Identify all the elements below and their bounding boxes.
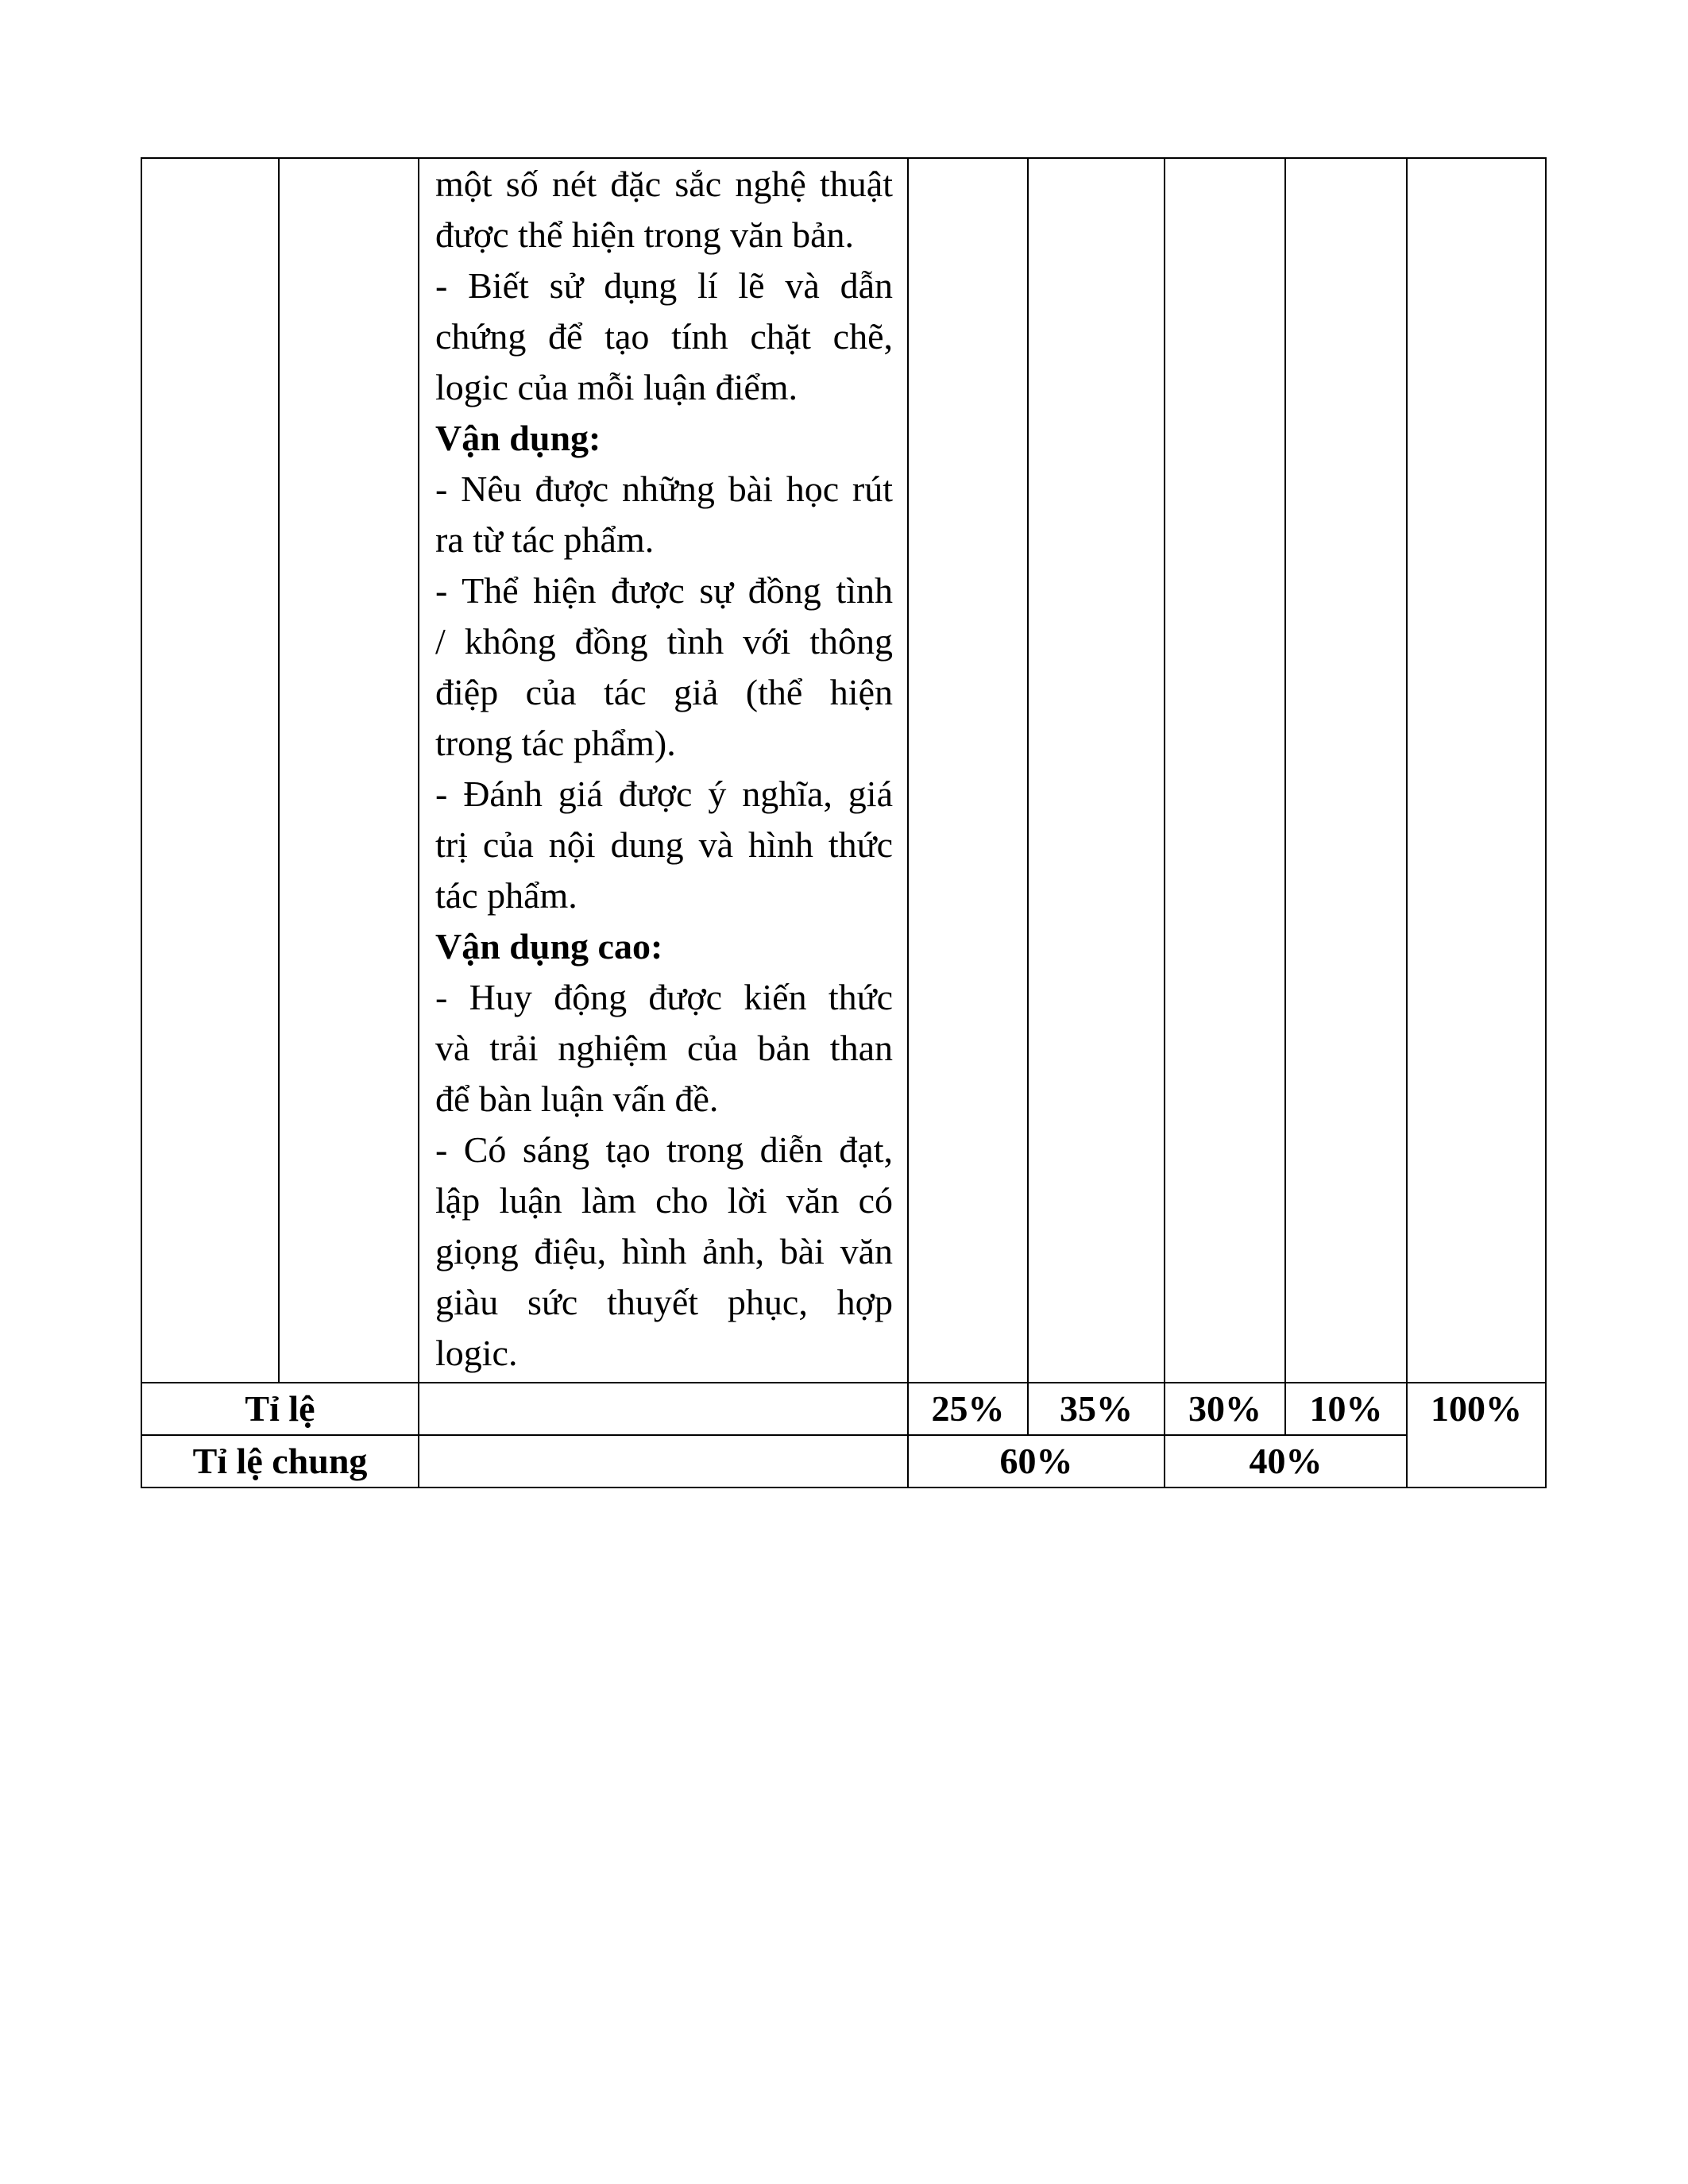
content-line: giàu sức thuyết phục, hợp: [435, 1282, 893, 1322]
content-line: - Nêu được những bài học rút: [435, 469, 893, 509]
level-4-cell: [1285, 158, 1407, 1383]
content-line: ra từ tác phẩm.: [435, 519, 655, 560]
content-line: được thể hiện trong văn bản.: [435, 214, 855, 255]
content-line: điệp của tác giả (thể hiện: [435, 672, 893, 712]
section-heading: Vận dụng cao:: [435, 926, 663, 967]
ratio-total: 100%: [1407, 1383, 1546, 1488]
ratio-value: 25%: [908, 1383, 1028, 1435]
matrix-table: [141, 157, 1547, 1488]
ratio-value: 35%: [1028, 1383, 1165, 1435]
requirements-cell: [419, 158, 908, 1383]
content-line: lập luận làm cho lời văn có: [435, 1180, 893, 1221]
content-line: để bàn luận vấn đề.: [435, 1078, 719, 1119]
content-line: - Huy động được kiến thức: [435, 977, 893, 1017]
total-cell: [1407, 158, 1546, 1383]
overall-empty-cell: [419, 1435, 908, 1488]
overall-value: 60%: [908, 1435, 1165, 1488]
content-line: / không đồng tình với thông: [435, 621, 893, 662]
content-line: trong tác phẩm).: [435, 723, 676, 763]
ratio-row: [141, 1383, 1546, 1435]
content-line: logic.: [435, 1333, 518, 1373]
content-row: [141, 158, 1546, 1383]
section-heading: Vận dụng:: [435, 418, 601, 458]
content-line: - Đánh giá được ý nghĩa, giá: [435, 774, 893, 814]
content-line: logic của mỗi luận điểm.: [435, 367, 798, 407]
content-line: và trải nghiệm của bản than: [435, 1028, 893, 1068]
content-line: tác phẩm.: [435, 875, 577, 916]
overall-row: [141, 1435, 1546, 1488]
content-line: - Thể hiện được sự đồng tình: [435, 570, 893, 611]
unit-cell: [279, 158, 419, 1383]
content-line: - Biết sử dụng lí lẽ và dẫn: [435, 265, 893, 306]
content-line: một số nét đặc sắc nghệ thuật: [435, 164, 893, 204]
topic-cell: [141, 158, 279, 1383]
content-line: giọng điệu, hình ảnh, bài văn: [435, 1231, 893, 1271]
content-line: - Có sáng tạo trong diễn đạt,: [435, 1129, 893, 1170]
content-line: trị của nội dung và hình thức: [435, 824, 893, 865]
ratio-empty-cell: [419, 1383, 908, 1435]
overall-label: Tỉ lệ chung: [141, 1435, 419, 1488]
content-line: chứng để tạo tính chặt chẽ,: [435, 316, 893, 357]
overall-value: 40%: [1165, 1435, 1407, 1488]
level-2-cell: [1028, 158, 1165, 1383]
level-1-cell: [908, 158, 1028, 1383]
level-3-cell: [1165, 158, 1285, 1383]
ratio-value: 10%: [1285, 1383, 1407, 1435]
ratio-label: Tỉ lệ: [141, 1383, 419, 1435]
ratio-value: 30%: [1165, 1383, 1285, 1435]
